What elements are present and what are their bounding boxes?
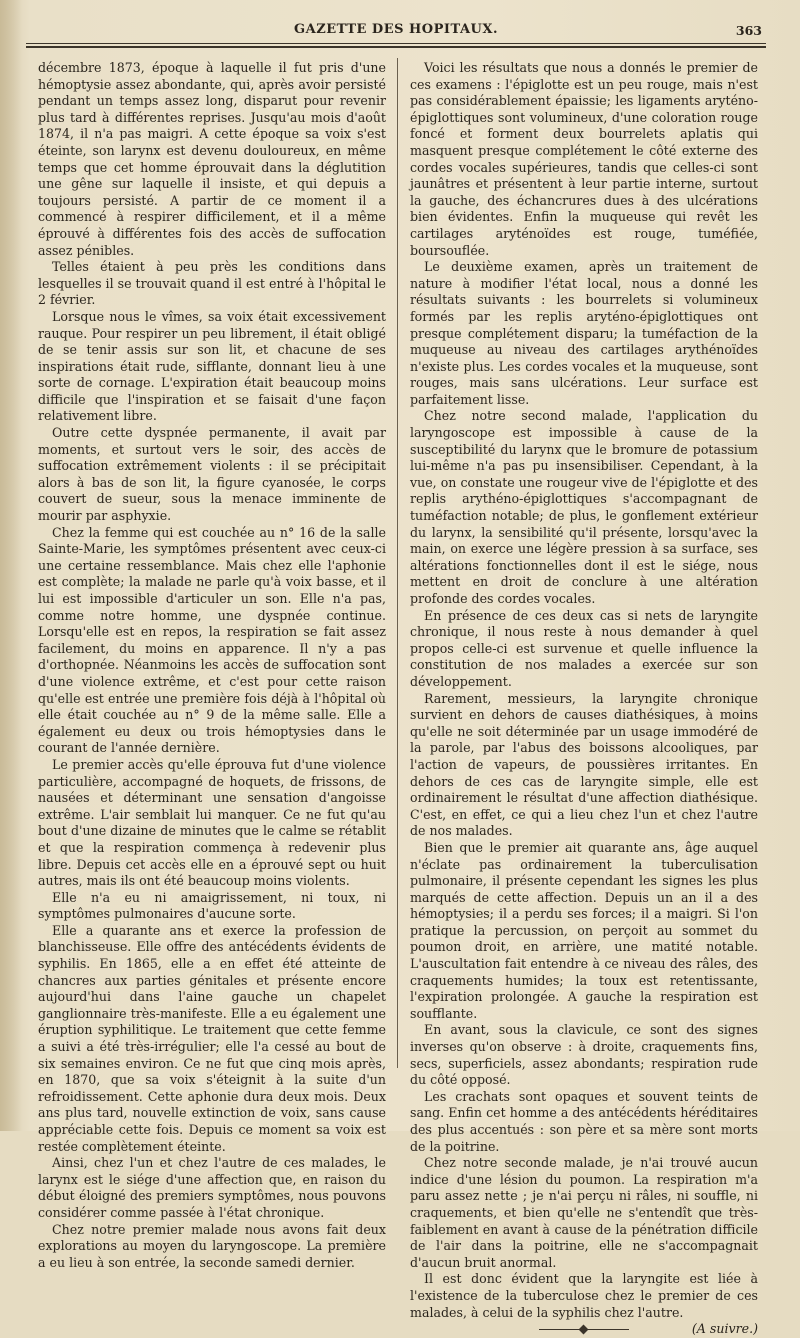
closing-paragraph [410,1271,758,1337]
paragraph: Lorsque nous le vîmes, sa voix était excessivement rauque. Pour respirer un peu librement, il était obligé de se tenir assis sur son lit, et chacune de ses inspirations était rude, sifflante, donnant lieu à une sorte de cornage. L'expiration était beaucoup moins difficile que l'inspiration et se faisait d'une façon relativement libre. [38,308,386,424]
paragraph: Chez la femme qui est couchée au n° 16 de la salle Sainte-Marie, les symptômes présentent avec ceux-ci une certaine ressemblance. Mais chez elle l'aphonie est complète; la malade ne parle qu'à voix basse, et il lui est impossible d'articuler un son. Elle n'a pas, comme notre homme, une dyspnée continue. Lorsqu'elle est en repos, la respiration se fait assez facilement, du moins en apparence. Il n'y a pas d'orthopnée. Néanmoins les accès de suffocation sont d'une violence extrême, et c'est pour cette raison qu'elle est entrée une première fois déjà à l'hôpital où elle était couchée au n° 9 de la même salle. Elle a également eu deux ou trois hémoptysies dans le courant de l'année dernière. [38,524,386,756]
paragraph: Le deuxième examen, après un traitement de nature à modifier l'état local, nous a donné les résultats suivants : les bourrelets si volumineux formés par les replis aryténo-épiglottiques ont presque complétement disparu; la tuméfaction de la muqueuse au niveau des cartilages arythénoïdes n'existe plus. Les cordes vocales et la muqueuse, sont rouges, mais sans ulcérations. Leur surface est parfaitement lisse. [410,259,758,407]
paragraph: Outre cette dyspnée permanente, il avait par moments, et surtout vers le soir, des accès de suffocation extrêmement violents : il se précipitait alors à bas de son lit, la figure cyanosée, le corps couvert de sueur, sous la menace imminente de mourir par asphyxie. [38,425,386,524]
end-ornament [539,1325,629,1333]
paragraph: Telles étaient à peu près les conditions dans lesquelles il se trouvait quand il est entré à l'hôpital le 2 février. [38,259,386,308]
paragraph: Chez notre seconde malade, je n'ai trouvé aucun indice d'une lésion du poumon. La respiration m'a paru assez nette ; je n'ai perçu ni râles, ni souffle, ni craquements, et bien qu'elle ne s'entendît que très-faiblement en avant à cause de la pénétration difficile de l'air dans la poitrine, elle ne s'accompagnait d'aucun bruit anormal. [410,1155,758,1270]
paragraph: En présence de ces deux cas si nets de laryngite chronique, il nous reste à nous demander à quel propos celle-ci est survenue et quelle influence la constitution de nos malades a exercée sur son développement. [410,607,758,689]
paragraph: En avant, sous la clavicule, ce sont des signes inverses qu'on observe : à droite, craquements fins, secs, superficiels, assez abondants; respiration rude du côté opposé. [410,1022,758,1088]
paragraph: Elle a quarante ans et exerce la profession de blanchisseuse. Elle offre des antécédents évidents de syphilis. En 1865, elle a en effet été atteinte de chancres aux parties génitales et présente encore aujourd'hui dans l'aine gauche un chapelet ganglionnaire très-manifeste. Elle a eu également une éruption syphilitique. Le traitement que cette femme a suivi a été très-irrégulier; elle l'a cessé au bout de six semaines environ. Ce ne fut que cinq mois après, en 1870, que sa voix s'éteignit à la suite d'un refroidissement. Cette aphonie dura deux mois. Deux ans plus tard, nouvelle extinction de voix, sans cause appréciable cette fois. Depuis ce moment sa voix est restée complètement éteinte. [38,922,386,1154]
paragraph: Chez notre premier malade nous avons fait deux explorations au moyen du laryngoscope. La première a eu lieu à son entrée, la seconde samedi dernier. [38,1221,386,1270]
paragraph: Ainsi, chez l'un et chez l'autre de ces malades, le larynx est le siége d'une affection que, en raison du début éloigné des premiers symptômes, nous pouvons considérer comme passée à l'état chronique. [38,1155,386,1220]
publication-title: GAZETTE DES HOPITAUX. [294,22,498,37]
paragraph: Elle n'a eu ni amaigrissement, ni toux, ni symptômes pulmonaires d'aucune sorte. [38,889,386,922]
paragraph: Les crachats sont opaques et souvent teints de sang. Enfin cet homme a des antécédents héréditaires des plus accentués : son père et sa mère sont morts de la poitrine. [410,1088,758,1154]
paragraph: Voici les résultats que nous a donnés le premier de ces examens : l'épiglotte est un peu rouge, mais n'est pas considérablement épaissie; les ligaments aryténo-épiglottiques sont volumineux, d'une coloration rouge foncé et forment deux bourrelets aplatis qui masquent presque complétement le côté externe des cordes vocales supérieures, tandis que celles-ci sont jaunâtres et présentent à leur partie interne, surtout la gauche, des échancrures dues à des ulcérations bien évidentes. Enfin la muqueuse qui revêt les cartilages aryténoïdes est rouge, tuméfiée, boursouflée. [410,60,758,258]
left-column [38,60,386,1271]
closing-text: Il est donc évident que la laryngite est liée à l'existence de la tuberculose chez le premier de ces malades, à celui de la syphilis chez l'autre. [410,1271,758,1320]
paragraph: Rarement, messieurs, la laryngite chronique survient en dehors de causes diathésiques, à moins qu'elle ne soit déterminée par un usage immodéré de la parole, par l'abus des boissons alcooliques, par l'action de vapeurs, de poussières irritantes. En dehors de ces cas de laryngite simple, elle est ordinairement le résultat d'une affection diathésique. C'est, en effet, ce qui a lieu chez l'un et chez l'autre de nos malades. [410,690,758,839]
paragraph: décembre 1873, époque à laquelle il fut pris d'une hémoptysie assez abondante, qui, après avoir persisté pendant un temps assez long, disparut pour revenir plus tard à différentes reprises. Jusqu'au mois d'août 1874, il n'a pas maigri. A cette époque sa voix s'est éteinte, son larynx est devenu douloureux, en même temps que cet homme éprouvait dans la déglutition une gêne sur laquelle il insiste, et qui depuis a toujours persisté. A partir de ce moment il a commencé à respirer difficilement, et il a même éprouvé à différentes fois des accès de suffocation assez pénibles. [38,60,386,258]
paragraph: Bien que le premier ait quarante ans, âge auquel n'éclate pas ordinairement la tuberculisation pulmonaire, il présente cependant les signes les plus marqués de cette affection. Depuis un an il a des hémoptysies; il a perdu ses forces; il a maigri. Si l'on pratique la percussion, on perçoit au sommet du poumon droit, en arrière, une matité notable. L'auscultation fait entendre à ce niveau des râles, des craquements humides; la toux est retentissante, l'expiration prolongée. A gauche la respiration est soufflante. [410,839,758,1021]
paragraph: Le premier accès qu'elle éprouva fut d'une violence particulière, accompagné de hoquets, de frissons, de nausées et déterminant une sensation d'angoisse extrême. L'air semblait lui manquer. Ce ne fut qu'au bout d'une dizaine de minutes que le calme se rétablit et que la respiration commença à redevenir plus libre. Depuis cet accès elle en a éprouvé sept ou huit autres, mais ils ont été beaucoup moins violents. [38,756,386,889]
column-divider [397,58,398,1068]
to-be-continued-note: (A suivre.) [691,1321,758,1337]
paragraph: Chez notre second malade, l'application du laryngoscope est impossible à cause de la susceptibilité du larynx que le bromure de potassium lui-même n'a pas pu insensibiliser. Cependant, à la vue, on constate une rougeur vive de l'épiglotte et des replis arythéno-épiglottiques s'accompagnant de tuméfaction notable; de plus, le gonflement extérieur du larynx, la sensibilité qu'il présente, lorsqu'avec la main, on exerce une légère pression à sa surface, ses altérations fonctionnelles dont il est le siége, nous mettent en droit de conclure à une altération profonde des cordes vocales. [410,408,758,606]
header-rule-thick [26,46,766,48]
page-number: 363 [735,23,762,38]
right-column [410,60,758,1338]
page-edge-shadow [0,0,22,1131]
page-header [30,20,762,40]
header-rule-thin [26,43,766,44]
